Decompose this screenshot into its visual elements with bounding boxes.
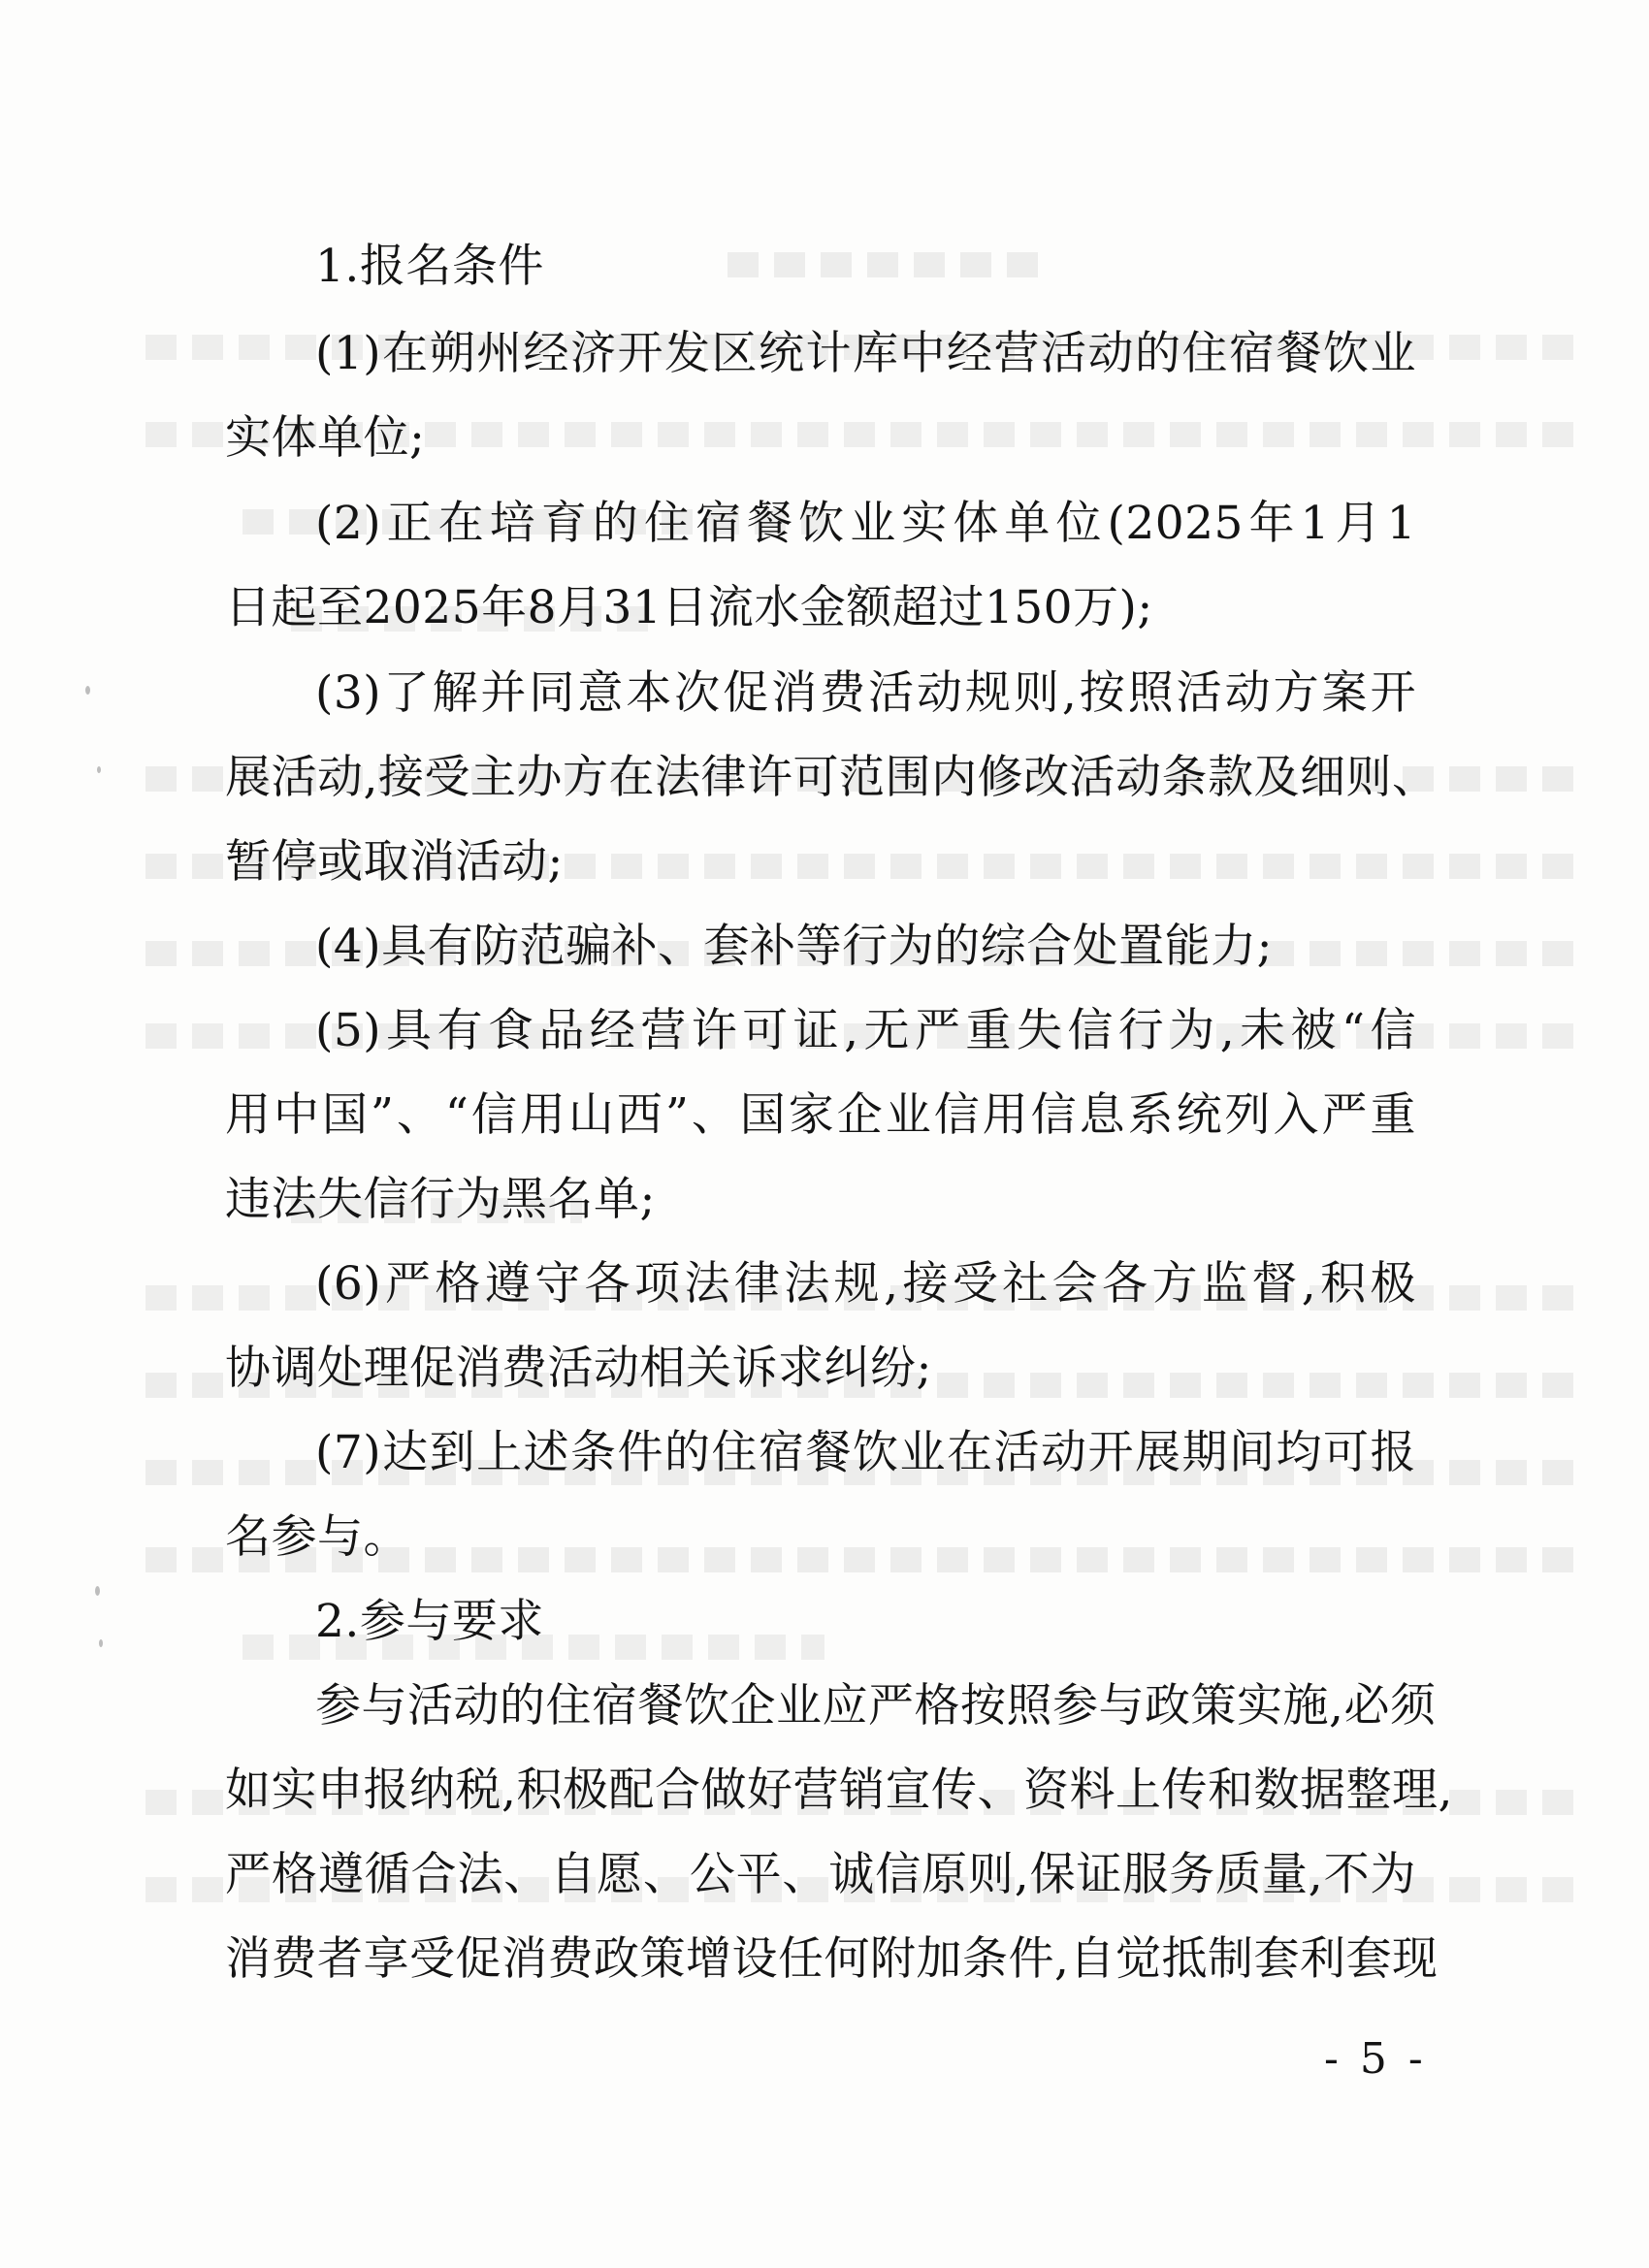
scan-speck (85, 686, 90, 695)
condition-4-line-1: (4)具有防范骗补、套补等行为的综合处置能力; (315, 920, 1273, 973)
condition-5-line-2: 用中国”、“信用山西”、国家企业信用信息系统列入严重 (225, 1088, 1416, 1142)
section-heading-requirements: 2.参与要求 (315, 1595, 544, 1648)
requirements-line-4: 消费者享受促消费政策增设任何附加条件,自觉抵制套利套现 (225, 1932, 1439, 1986)
condition-1-line-1: (1)在朔州经济开发区统计库中经营活动的住宿餐饮业 (315, 327, 1416, 380)
page-number: - 5 - (1324, 2034, 1427, 2084)
condition-5-line-1: (5)具有食品经营许可证,无严重失信行为,未被“信 (315, 1004, 1416, 1057)
scan-speck (97, 766, 101, 773)
condition-3-line-3: 暂停或取消活动; (225, 835, 564, 889)
condition-7-line-1: (7)达到上述条件的住宿餐饮业在活动开展期间均可报 (315, 1426, 1416, 1479)
condition-2-line-1: (2)正在培育的住宿餐饮业实体单位(2025年1月1 (315, 497, 1416, 550)
condition-5-line-3: 违法失信行为黑名单; (225, 1173, 656, 1226)
scan-speck (95, 1586, 100, 1596)
condition-3-line-1: (3)了解并同意本次促消费活动规则,按照活动方案开 (315, 666, 1416, 720)
condition-6-line-1: (6)严格遵守各项法律法规,接受社会各方监督,积极 (315, 1257, 1416, 1311)
requirements-line-2: 如实申报纳税,积极配合做好营销宣传、资料上传和数据整理, (225, 1764, 1453, 1817)
condition-6-line-2: 协调处理促消费活动相关诉求纠纷; (225, 1342, 932, 1395)
requirements-line-1: 参与活动的住宿餐饮企业应严格按照参与政策实施,必须 (315, 1679, 1437, 1733)
requirements-line-3: 严格遵循合法、自愿、公平、诚信原则,保证服务质量,不为 (225, 1848, 1416, 1901)
condition-2-line-2: 日起至2025年8月31日流水金额超过150万); (225, 581, 1153, 634)
section-heading-registration: 1.报名条件 (315, 240, 544, 293)
condition-1-line-2: 实体单位; (225, 411, 426, 465)
scan-speck (99, 1639, 103, 1647)
condition-3-line-2: 展活动,接受主办方在法律许可范围内修改活动条款及细则、 (225, 751, 1439, 804)
condition-7-line-2: 名参与。 (225, 1510, 409, 1564)
